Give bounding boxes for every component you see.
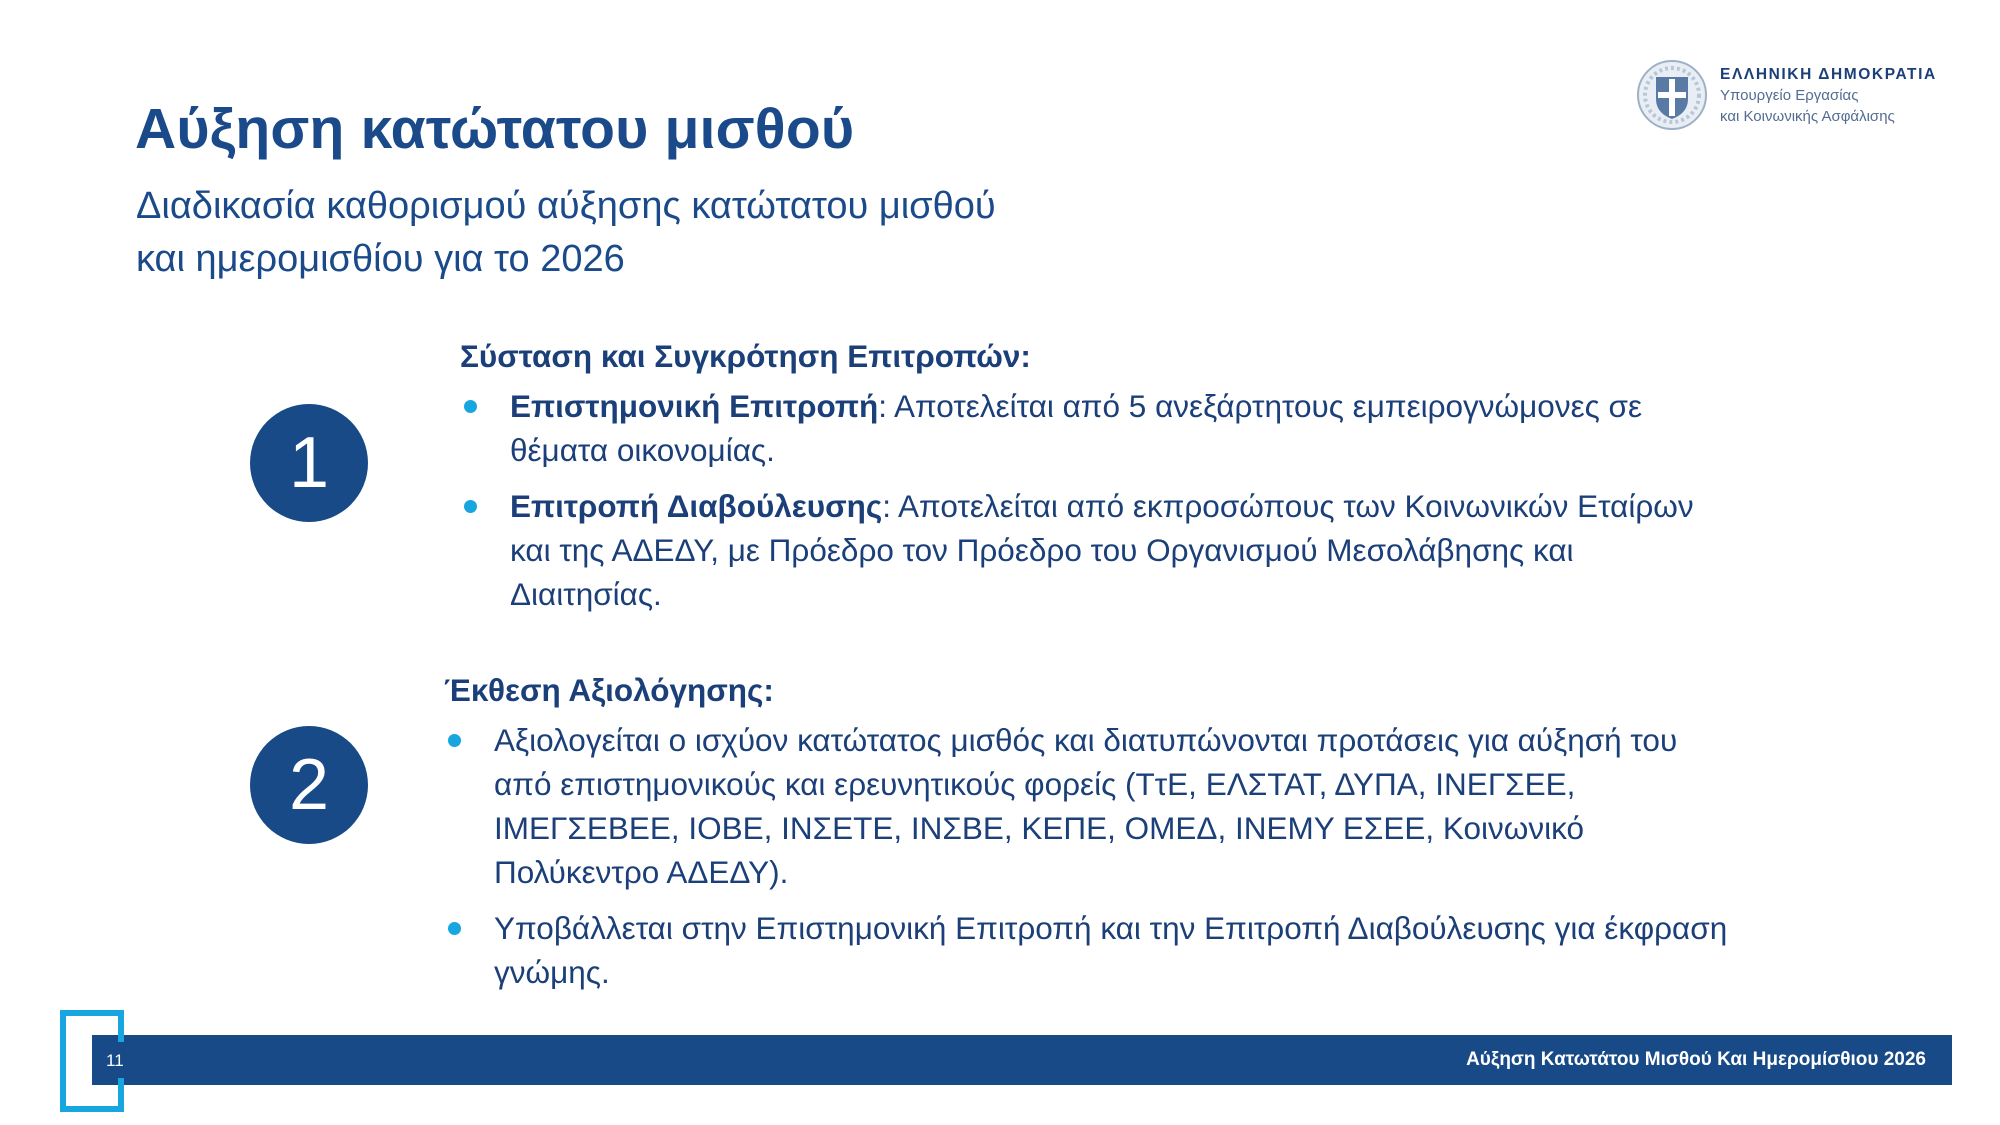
bracket-right-top [118,1010,124,1042]
logo-subtitle-line1: Υπουργείο Εργασίας [1720,86,1859,104]
bracket-left [60,1010,66,1112]
subtitle-line1: Διαδικασία καθορισμού αύξησης κατώτατου μισθού [136,185,996,227]
list-item [460,484,1720,616]
greek-coat-of-arms-icon [1636,59,1708,131]
logo-subtitle-line2: και Κοινωνικής Ασφάλισης [1720,107,1895,125]
list-item [460,384,1720,472]
bullet-bold-term: Επιτροπή Διαβούλευσης [510,488,883,524]
bracket-bottom [60,1106,124,1112]
bullet-dot-icon [464,500,477,513]
footer-title: Αύξηση Κατωτάτου Μισθού Και Ημερομίσθιου 2026 [1466,1049,1926,1070]
step-2-section [444,670,1734,1006]
logo-title: ΕΛΛΗΝΙΚΗ ΔΗΜΟΚΡΑΤΙΑ [1720,65,1937,83]
bullet-list [460,384,1720,616]
bracket-right-bottom [118,1078,124,1112]
subtitle-line2: και ημερομισθίου για το 2026 [136,238,625,280]
step-number-circle: 2 [250,726,368,844]
step-heading: Έκθεση Αξιολόγησης: [444,672,774,708]
page-subtitle [136,180,1136,286]
ministry-logo [1636,56,1956,134]
footer-bar [92,1035,1952,1085]
bullet-text: Υποβάλλεται στην Επιστημονική Επιτροπή και την Επιτροπή Διαβούλευσης για έκφραση γνώμης. [494,910,1728,990]
bullet-list [444,718,1734,994]
list-item [444,718,1734,894]
bullet-bold-term: Επιστημονική Επιτροπή [510,388,879,424]
step-number-circle: 1 [250,404,368,522]
bullet-text: Αξιολογείται ο ισχύον κατώτατος μισθός και διατυπώνονται προτάσεις για αύξησή του από επιστημονικούς και ερευνητικούς φορείς (ΤτΕ, ΕΛΣΤΑΤ, ΔΥΠΑ, ΙΝΕΓΣΕΕ, ΙΜΕΓΣΕΒΕΕ, ΙΟΒΕ, ΙΝΣΕΤΕ, ΙΝΣΒΕ, ΚΕΠΕ, ΟΜΕΔ, ΙΝΕΜΥ ΕΣΕΕ, Κοινωνικό Πολύκεντρο ΑΔΕΔΥ). [494,722,1678,890]
bullet-text: : Αποτελείται από 5 ανεξάρτητους εμπειρογνώμονες σε θέματα οικονομίας. [510,388,1643,468]
bracket-top [60,1010,124,1016]
bullet-dot-icon [448,734,461,747]
bullet-dot-icon [448,922,461,935]
step-heading: Σύσταση και Συγκρότηση Επιτροπών: [460,338,1031,374]
page-number: 11 [106,1051,124,1070]
bullet-text: : Αποτελείται από εκπροσώπους των Κοινωνικών Εταίρων και της ΑΔΕΔΥ, με Πρόεδρο τον Πρόεδρο του Οργανισμού Μεσολάβησης και Διαιτησίας. [510,488,1694,612]
bullet-dot-icon [464,400,477,413]
list-item [444,906,1734,994]
page-title: Αύξηση κατώτατου μισθού [135,97,855,161]
step-1-section [460,336,1720,628]
